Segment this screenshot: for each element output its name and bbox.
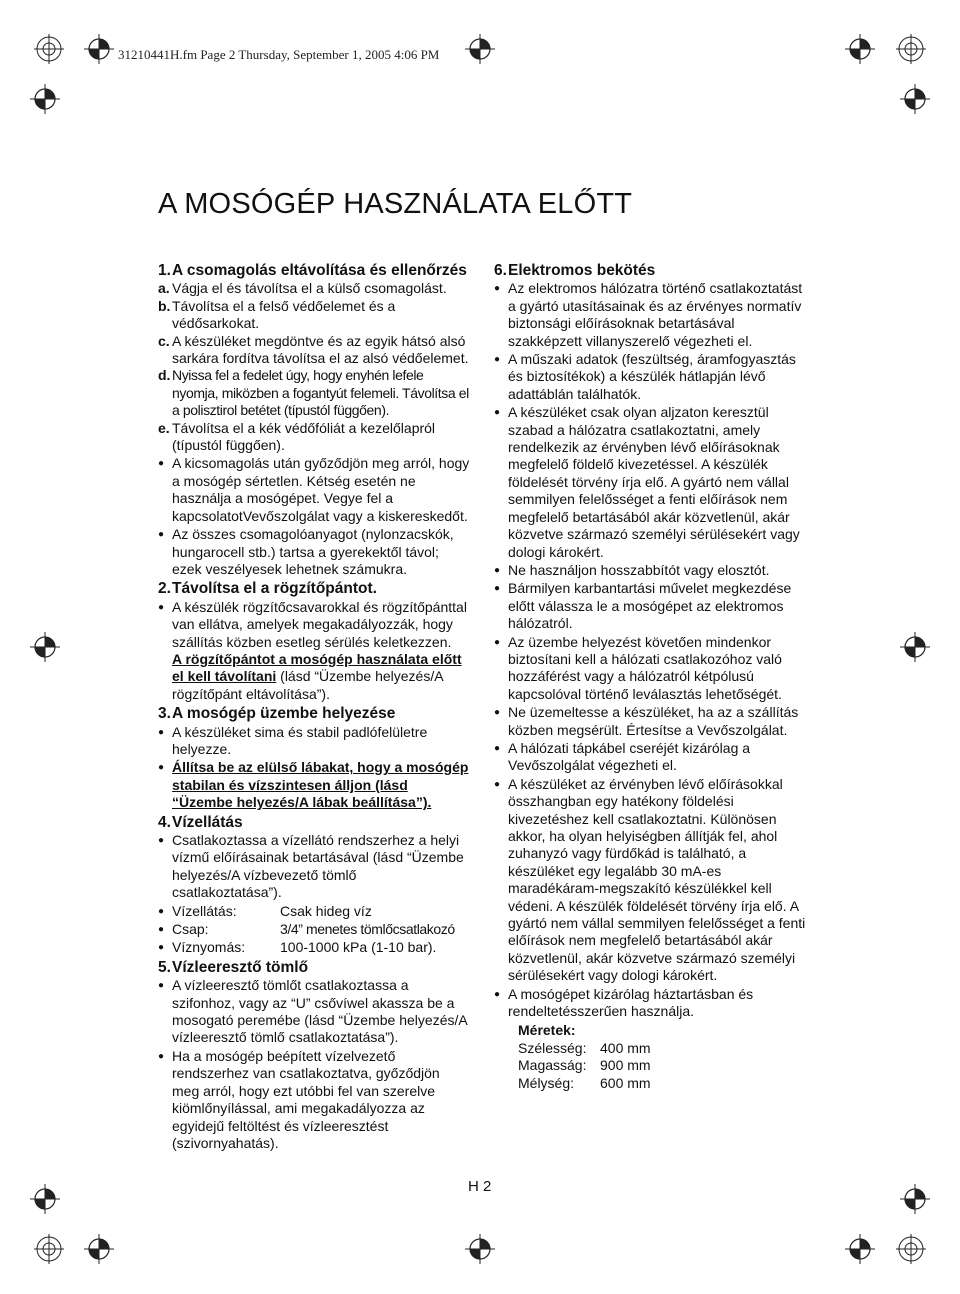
dimension-value: 900 mm [600, 1057, 651, 1074]
bullet-icon: ● [158, 601, 165, 613]
item-text-part: A készülék rögzítőcsavarokkal és rögzítőpánttal van ellátva, amelyek megakadályozzák, hogy szállítás közben esetleg sérülés keletkezzen. [172, 598, 467, 650]
item-text: Bármilyen karbantartási művelet megkezdése előtt válassza le a mosógépet az elektromos hálózatról. [508, 580, 792, 632]
item-text-part: (lásd “Üzembe helyezés/A rögzítőpánt eltávolítása”). [172, 668, 443, 702]
bullet-icon: ● [158, 1050, 165, 1062]
bullet-item [158, 921, 470, 938]
crop-mark-icon [34, 34, 64, 64]
item-text: Nyissa fel a fedelet úgy, hogy enyhén lefele nyomja, miközben a fogantyút felemeli. Távolítsa el a polisztirol betétet (típustól függően). [172, 367, 469, 419]
item-text: Az összes csomagolóanyagot (nylonzacskók, hungarocell stb.) tartsa a gyerekektől távol; ezek veszélyesek lehetnek számukra. [172, 526, 454, 577]
spec-row [172, 903, 470, 920]
registration-target-icon [845, 1234, 875, 1264]
bullet-icon: ● [158, 458, 165, 470]
item-text: A készüléket megdöntve és az egyik hátsó alsó sarkára fordítva távolítsa el az alsó védőelemet. [172, 332, 469, 367]
dimension-value: 400 mm [600, 1039, 651, 1056]
section-title: A csomagolás eltávolítása és ellenőrzés [172, 262, 467, 279]
item-text: A műszaki adatok (feszültség, áramfogyasztás és biztosítékok) a készülék hátlapján lévő adattáblán találhatók. [508, 351, 796, 402]
dimension-row [518, 1057, 809, 1074]
item-text: Ne üzemeltesse a készüléket, ha az a szállítás közben megsérült. Értesítse a Vevőszolgálat. [508, 704, 799, 738]
section-number: 6. [494, 262, 507, 279]
registration-target-icon [84, 1234, 114, 1264]
dimension-key: Mélység: [518, 1074, 575, 1091]
item-text: A mosógépet kizárólag háztartásban és rendeltetésszerűen használja. [508, 985, 754, 1020]
bullet-item [494, 986, 809, 1021]
dimension-value: 600 mm [600, 1074, 651, 1091]
item-text: A készüléket csak olyan aljzaton keresztül szabad a hálózatra csatlakoztatni, amely rendelkezik az érvényben lévő előírásoknak megfelelő földelő kivezetéssel. A készülék földelését törvény írja elő. A gyártó nem vállal semmilyen felelősséget a fenti előírások nem megfelelő betartásából akár közvetlenül, akár közvetve származó személyi sérülésekért vagy dologi károkért. [508, 404, 800, 560]
bullet-icon: ● [158, 529, 165, 541]
crop-mark-icon [34, 1234, 64, 1264]
bullet-icon: ● [494, 564, 501, 576]
right-column [494, 260, 809, 1092]
spec-value: 3/4” menetes tömlőcsatlakozó [280, 921, 455, 938]
registration-target-icon [900, 1184, 930, 1214]
list-item [158, 367, 470, 419]
section-number: 3. [158, 705, 171, 723]
bullet-icon: ● [494, 636, 501, 648]
list-item [158, 333, 470, 368]
bullet-item [494, 351, 809, 403]
spec-key: Vízellátás: [172, 902, 237, 919]
bullet-item [158, 832, 470, 902]
page-number: H 2 [468, 1178, 492, 1195]
spec-key: Csap: [172, 921, 209, 938]
item-text: Csatlakoztassa a vízellátó rendszerhez a helyi vízmű előírásainak betartásával (lásd “Üzembe helyezés/A vízbevezető tömlő csatlakoztatása”). [172, 832, 464, 901]
bullet-icon: ● [158, 980, 165, 992]
section-3-heading [158, 705, 470, 722]
item-marker: d. [158, 367, 171, 384]
dimensions-block [518, 1022, 809, 1092]
registration-target-icon [30, 1184, 60, 1214]
item-text: Az üzembe helyezést követően mindenkor biztosítani kell a hálózati csatlakozóhoz való hozzáférést vagy a hálózatról kétpólusú kapcsolóval történő leválasztás lehetőségét. [508, 633, 782, 702]
dimension-row [518, 1075, 809, 1092]
list-item [158, 280, 470, 297]
item-text: A hálózati tápkábel cseréjét kizárólag a Vevőszolgálat végezheti el. [508, 739, 751, 774]
emphasis-text: Állítsa be az elülső lábakat, hogy a mosógép stabilan és vízszintesen álljon (lásd “Üzembe helyezés/A lábak beállítása”). [172, 759, 469, 811]
spec-value: Csak hideg víz [280, 902, 372, 919]
item-text: Ha a mosógép beépített vízelvezető rendszerhez van csatlakoztatva, győződjön meg arról, hogy ezt utóbbi fel van szerelve kiömlőnyílással, ami megakadályozza az egyidejű feltöltést és vízleeresztést (szivornyahatás). [172, 1047, 440, 1151]
section-2-heading [158, 580, 470, 597]
bullet-icon: ● [158, 924, 165, 936]
section-title: Vízleeresztő tömlő [172, 958, 309, 976]
bullet-icon: ● [158, 762, 165, 774]
bullet-icon: ● [494, 583, 501, 595]
bullet-icon: ● [158, 726, 165, 738]
item-text: Vágja el és távolítsa el a külső csomagolást. [172, 280, 447, 297]
bullet-icon: ● [494, 988, 501, 1000]
registration-target-icon [465, 34, 495, 64]
item-marker: a. [158, 280, 170, 297]
dimension-key: Szélesség: [518, 1039, 587, 1056]
section-6-heading [494, 262, 809, 279]
bullet-item [494, 580, 809, 632]
left-column [158, 260, 470, 1152]
bullet-item [494, 776, 809, 985]
registration-target-icon [900, 632, 930, 662]
spec-row [172, 921, 470, 938]
item-text: A kicsomagolás után győződjön meg arról, hogy a mosógép sértetlen. Kétség esetén ne használja a mosógépet. Vegye fel a kapcsolatotVevőszolgálat vagy a kiskereskedőt. [172, 455, 470, 524]
item-marker: c. [158, 332, 170, 349]
bullet-item [158, 939, 470, 956]
registration-target-icon [30, 84, 60, 114]
section-4-heading [158, 814, 470, 831]
bullet-icon: ● [494, 742, 501, 754]
item-marker: b. [158, 297, 171, 314]
section-title: A mosógép üzembe helyezése [172, 705, 396, 723]
file-header: 31210441H.fm Page 2 Thursday, September 1, 2005 4:06 PM [118, 47, 440, 62]
section-number: 5. [158, 958, 171, 976]
bullet-item [494, 634, 809, 704]
item-text: Távolítsa el a felső védőelemet és a védősarkokat. [172, 297, 396, 332]
bullet-icon: ● [494, 707, 501, 719]
bullet-icon: ● [494, 354, 501, 366]
item-marker: e. [158, 419, 170, 436]
bullet-icon: ● [158, 835, 165, 846]
bullet-item [158, 526, 470, 578]
section-number: 2. [158, 580, 171, 598]
emphasis-text: A rögzítőpántot a mosógép használata előtt el kell távolítani [172, 650, 462, 685]
item-text: Távolítsa el a kék védőfóliát a kezelőlapról (típustól függően). [172, 419, 436, 454]
section-title: Vízellátás [172, 813, 243, 831]
bullet-item [158, 977, 470, 1047]
item-text: A készüléket sima és stabil padlófelületre helyezze. [172, 723, 428, 757]
bullet-item [158, 759, 470, 811]
registration-target-icon [900, 84, 930, 114]
bullet-item [494, 562, 809, 579]
bullet-icon: ● [494, 283, 501, 295]
item-text: Az elektromos hálózatra történő csatlakoztatást a gyártó utasításainak és az érvényes normatív biztonsági előírásoknak betartásával szakképzett villanyszerelő végezheti el. [508, 280, 803, 349]
item-text [172, 599, 470, 703]
bullet-item [158, 903, 470, 920]
bullet-item [494, 404, 809, 561]
section-number: 1. [158, 262, 171, 279]
bullet-icon: ● [158, 942, 165, 954]
bullet-item [158, 599, 470, 703]
page-title: A MOSÓGÉP HASZNÁLATA ELŐTT [158, 188, 633, 220]
spec-value: 100-1000 kPa (1-10 bar). [280, 939, 437, 956]
bullet-item [158, 1048, 470, 1152]
section-title: Távolítsa el a rögzítőpántot. [172, 580, 377, 598]
section-1-heading [158, 262, 470, 279]
bullet-icon: ● [494, 778, 501, 790]
section-number: 4. [158, 813, 171, 831]
item-text: Ne használjon hosszabbítót vagy elosztót. [508, 561, 770, 578]
registration-target-icon [30, 632, 60, 662]
bullet-icon: ● [494, 407, 501, 419]
bullet-item [158, 455, 470, 525]
dimension-row [518, 1040, 809, 1057]
bullet-item [494, 280, 809, 350]
registration-target-icon [845, 34, 875, 64]
crop-mark-icon [896, 34, 926, 64]
bullet-item [494, 704, 809, 739]
list-item [158, 420, 470, 455]
item-text: A készüléket az érvényben lévő előírásokkal összhangban egy hatékony földelési kivezetéshez kell csatlakoztatni. Különösen akkor, ha olyan helyiségben állítják fel, ahol zuhanyzó vagy fürdőkád is található, a készüléket egy legalább 30 mA-es maradékáram-megszakító készülékkel kell védeni. A készülék földelését törvény írja elő. A gyártó nem vállal semmilyen felelősséget a fenti előírások nem megfelelő betartásából akár közvetlenül, akár közvetve származó személyi sérülésekért vagy dologi károkért. [508, 775, 806, 984]
spec-row [172, 939, 470, 956]
spec-key: Víznyomás: [172, 939, 246, 956]
registration-target-icon [465, 1234, 495, 1264]
list-item [158, 298, 470, 333]
bullet-item [494, 740, 809, 775]
dimensions-heading: Méretek: [518, 1022, 576, 1039]
dimension-key: Magasság: [518, 1057, 587, 1074]
crop-mark-icon [896, 1234, 926, 1264]
section-5-heading [158, 959, 470, 976]
section-title: Elektromos bekötés [508, 262, 656, 279]
item-text: A vízleeresztő tömlőt csatlakoztassa a szifonhoz, vagy az “U” csővíwel akassza be a mosogató peremébe (lásd “Üzembe helyezés/A vízleeresztő tömlő csatlakoztatása”). [172, 977, 467, 1046]
bullet-icon: ● [158, 905, 165, 917]
registration-target-icon [84, 34, 114, 64]
bullet-item [158, 724, 470, 759]
